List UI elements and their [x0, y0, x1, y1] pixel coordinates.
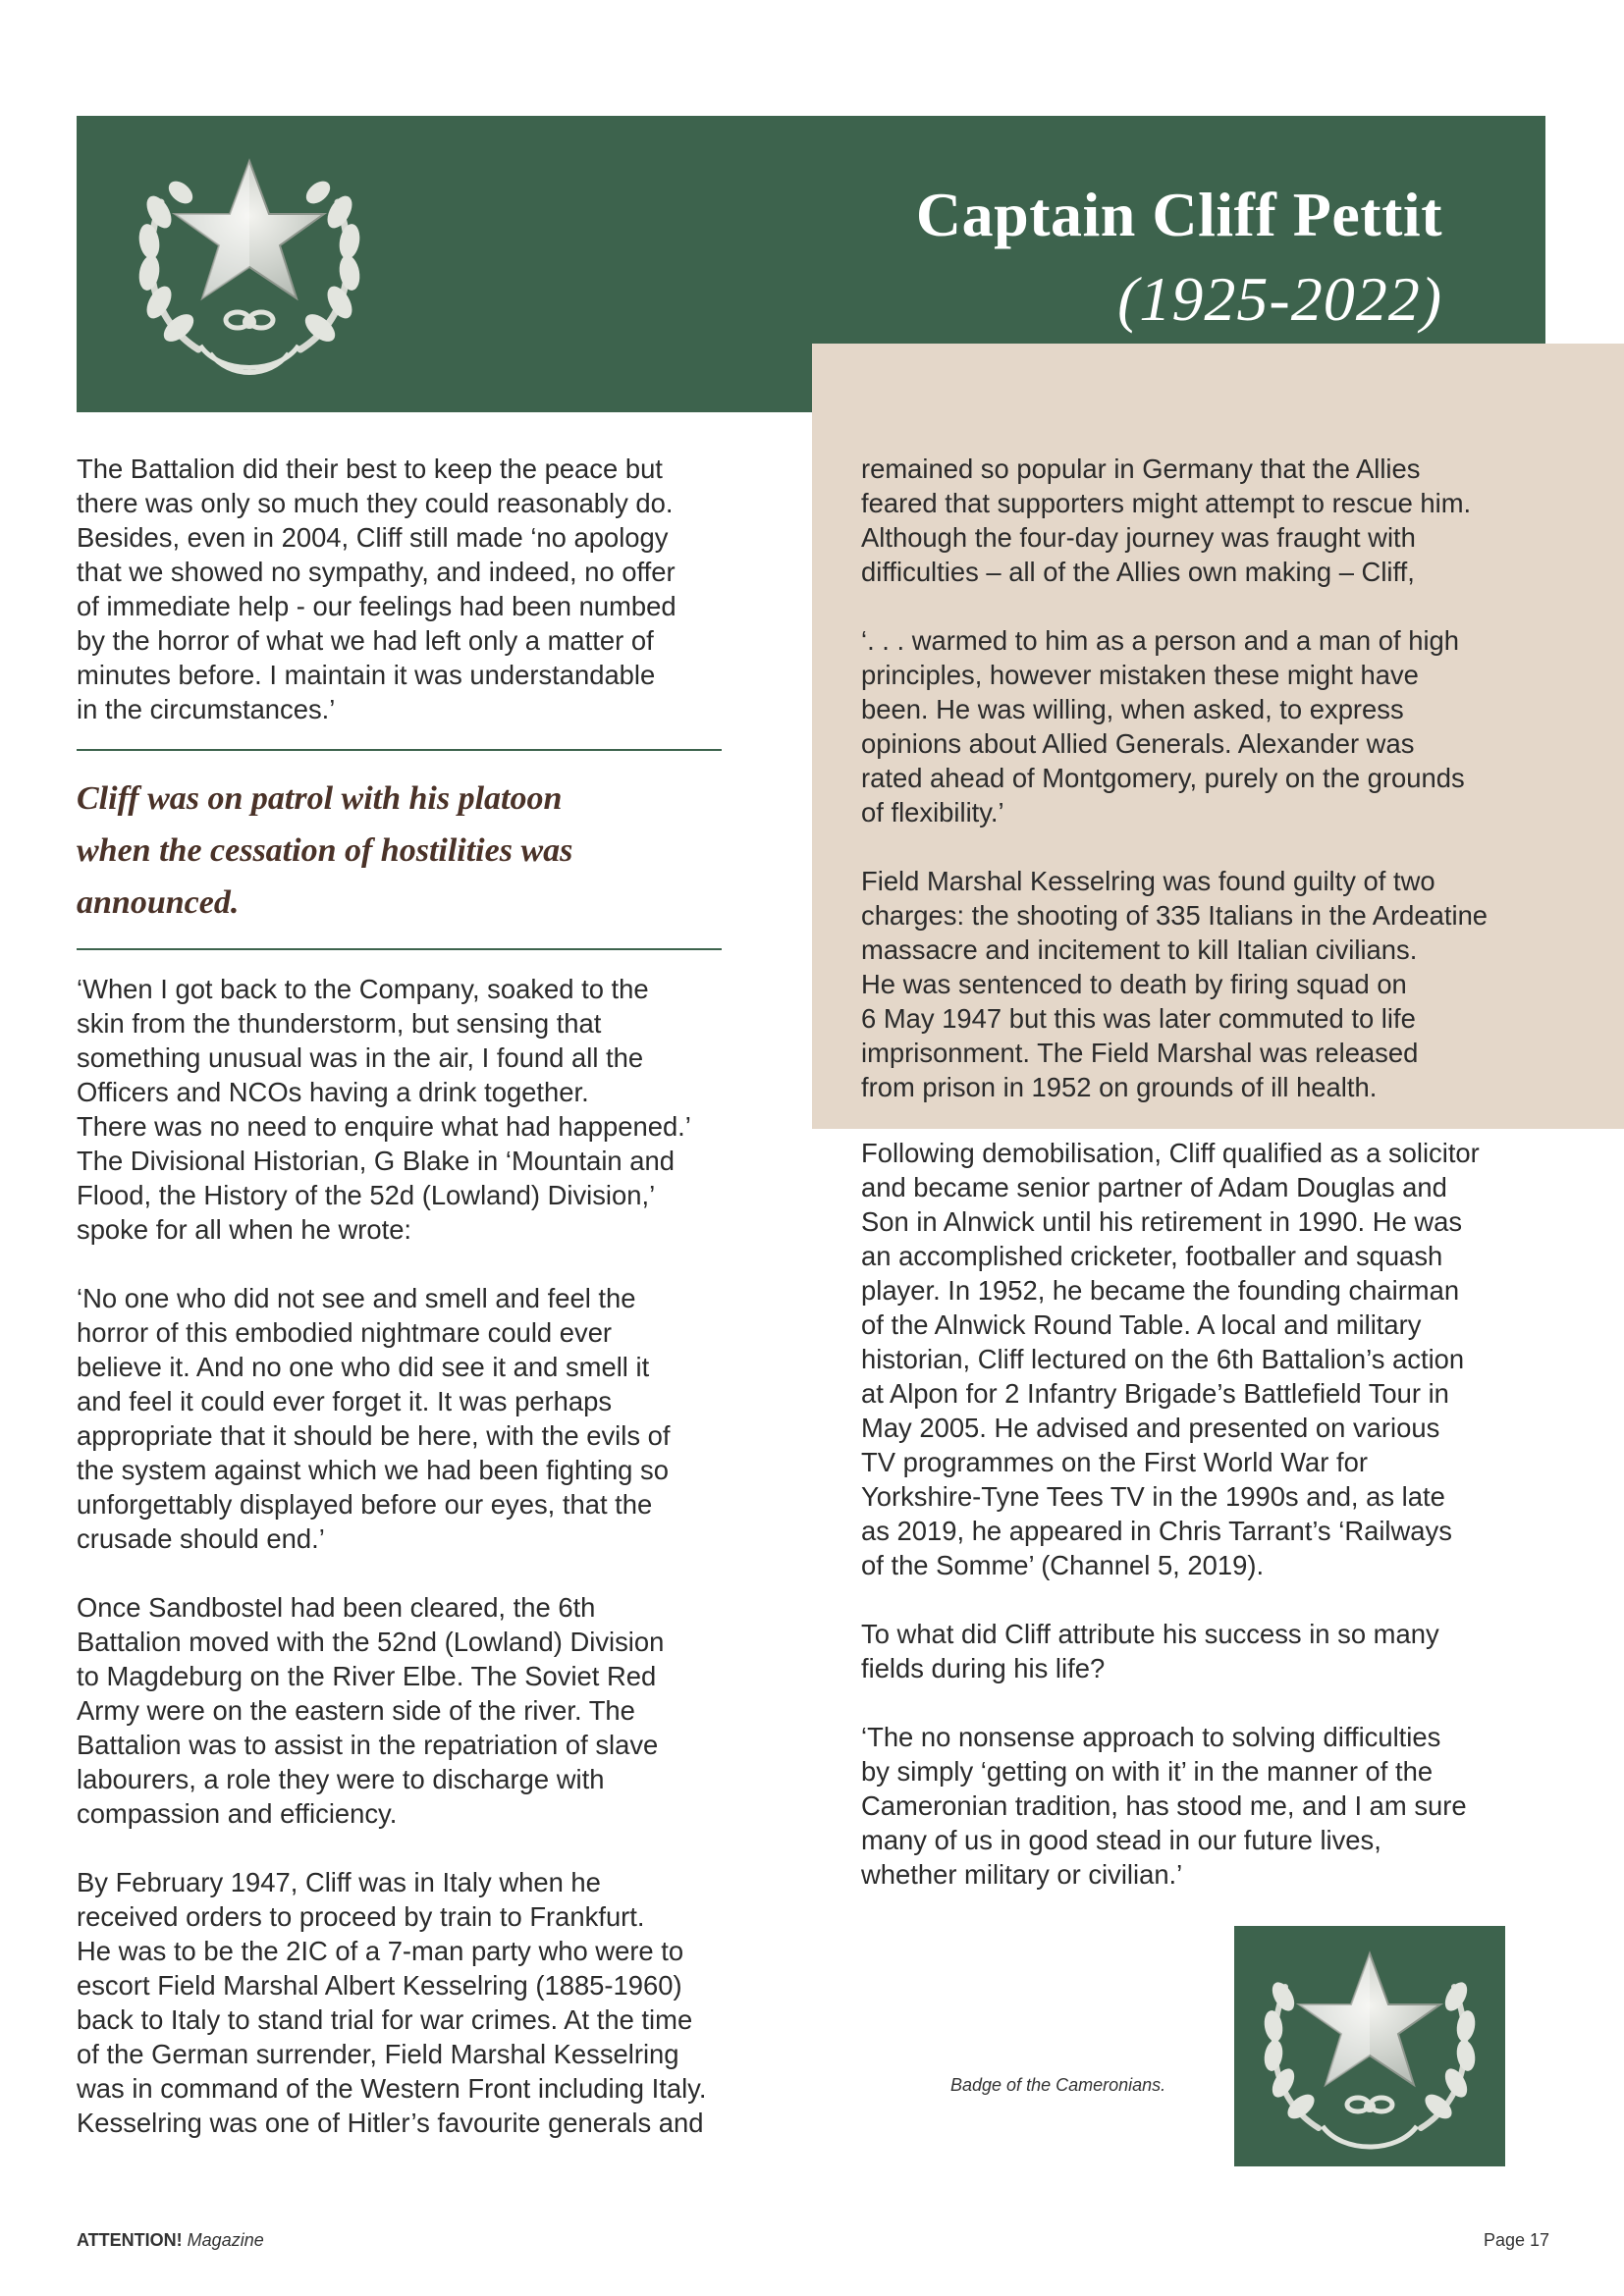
page-subtitle-years: (1925-2022)	[1117, 264, 1442, 334]
divider	[77, 749, 722, 751]
right-column-top	[861, 452, 1568, 1139]
paragraph: ‘. . . warmed to him as a person and a man of high principles, however mistaken these might have been. He was willing, when asked, to express opinions about Allied Generals. Alexander was rated ahead of Montgomery, purely on the grounds of flexibility.’	[861, 625, 1465, 828]
paragraph: ‘No one who did not see and smell and feel the horror of this embodied nightmare could ever believe it. And no one who did see it and smell it and feel it could ever forget it. It was perhaps appropriate that it should be here, with the evils of the system against which we had been fighting so unforgettably displayed before our eyes, that the crusade should end.’	[77, 1283, 671, 1554]
footer-magazine	[77, 2230, 264, 2251]
pull-quote: Cliff was on patrol with his platoon when the cessation of hostilities was announced.	[77, 780, 573, 921]
cameronians-badge-icon	[1234, 1926, 1505, 2166]
paragraph: By February 1947, Cliff was in Italy when he received orders to proceed by train to Frankfurt. He was to be the 2IC of a 7-man party who were to escort Field Marshal Albert Kesselring (1885-1960) back to Italy to stand trial for war crimes. At the time of the German surrender, Field Marshal Kesselring was in command of the Western Front including Italy. Kesselring was one of Hitler’s favourite generals and	[77, 1867, 707, 2138]
page-title: Captain Cliff Pettit	[915, 180, 1442, 249]
right-column-bottom	[861, 1136, 1568, 1926]
magazine-label: Magazine	[187, 2230, 264, 2250]
paragraph: remained so popular in Germany that the Allies feared that supporters might attempt to rescue him. Although the four-day journey was fraught with difficulties – all of the Allies own making – Cliff,	[861, 454, 1472, 587]
badge-image	[1234, 1926, 1505, 2166]
divider	[77, 948, 722, 950]
image-caption: Badge of the Cameronians.	[950, 2075, 1166, 2095]
magazine-name: ATTENTION!	[77, 2230, 183, 2250]
left-column	[77, 452, 764, 2174]
paragraph: The Battalion did their best to keep the peace but there was only so much they could reasonably do. Besides, even in 2004, Cliff still made ‘no apology that we showed no sympathy, and indeed, no offer of immediate help - our feelings had been numbed by the horror of what we had left only a matter of minutes before. I maintain it was understandable in the circumstances.’	[77, 454, 677, 724]
paragraph: Once Sandbostel had been cleared, the 6th Battalion moved with the 52nd (Lowland) Division to Magdeburg on the River Elbe. The Soviet Red Army were on the eastern side of the river. The Battalion was to assist in the repatriation of slave labourers, a role they were to discharge with compassion and efficiency.	[77, 1592, 665, 1829]
cameronians-badge-icon	[122, 143, 377, 387]
paragraph: ‘The no nonsense approach to solving difficulties by simply ‘getting on with it’ in the manner of the Cameronian tradition, has stood me, and I am sure many of us in good stead in our future lives, whether military or civilian.’	[861, 1722, 1467, 1890]
paragraph: Following demobilisation, Cliff qualified as a solicitor and became senior partner of Adam Douglas and Son in Alnwick until his retirement in 1990. He was an accomplished cricketer, footballer and squash player. In 1952, he became the founding chairman of the Alnwick Round Table. A local and military historian, Cliff lectured on the 6th Battalion’s action at Alpon for 2 Infantry Brigade’s Battlefield Tour in May 2005. He advised and presented on various TV programmes on the First World War for Yorkshire-Tyne Tees TV in the 1990s and, as late as 2019, he appeared in Chris Tarrant’s ‘Railways of the Somme’ (Channel 5, 2019).	[861, 1138, 1480, 1580]
paragraph: Field Marshal Kesselring was found guilty of two charges: the shooting of 335 Italians in the Ardeatine massacre and incitement to kill Italian civilians. He was sentenced to death by firing squad on 6 May 1947 but this was later commuted to life imprisonment. The Field Marshal was released from prison in 1952 on grounds of ill health.	[861, 866, 1489, 1102]
paragraph: ‘When I got back to the Company, soaked to the skin from the thunderstorm, but sensing that something unusual was in the air, I found all the Officers and NCOs having a drink together. There was no need to enquire what had happened.’ The Divisional Historian, G Blake in ‘Mountain and Flood, the History of the 52d (Lowland) Division,’ spoke for all when he wrote:	[77, 974, 691, 1245]
page-number: Page 17	[1483, 2230, 1549, 2250]
paragraph: To what did Cliff attribute his success in so many fields during his life?	[861, 1619, 1439, 1683]
